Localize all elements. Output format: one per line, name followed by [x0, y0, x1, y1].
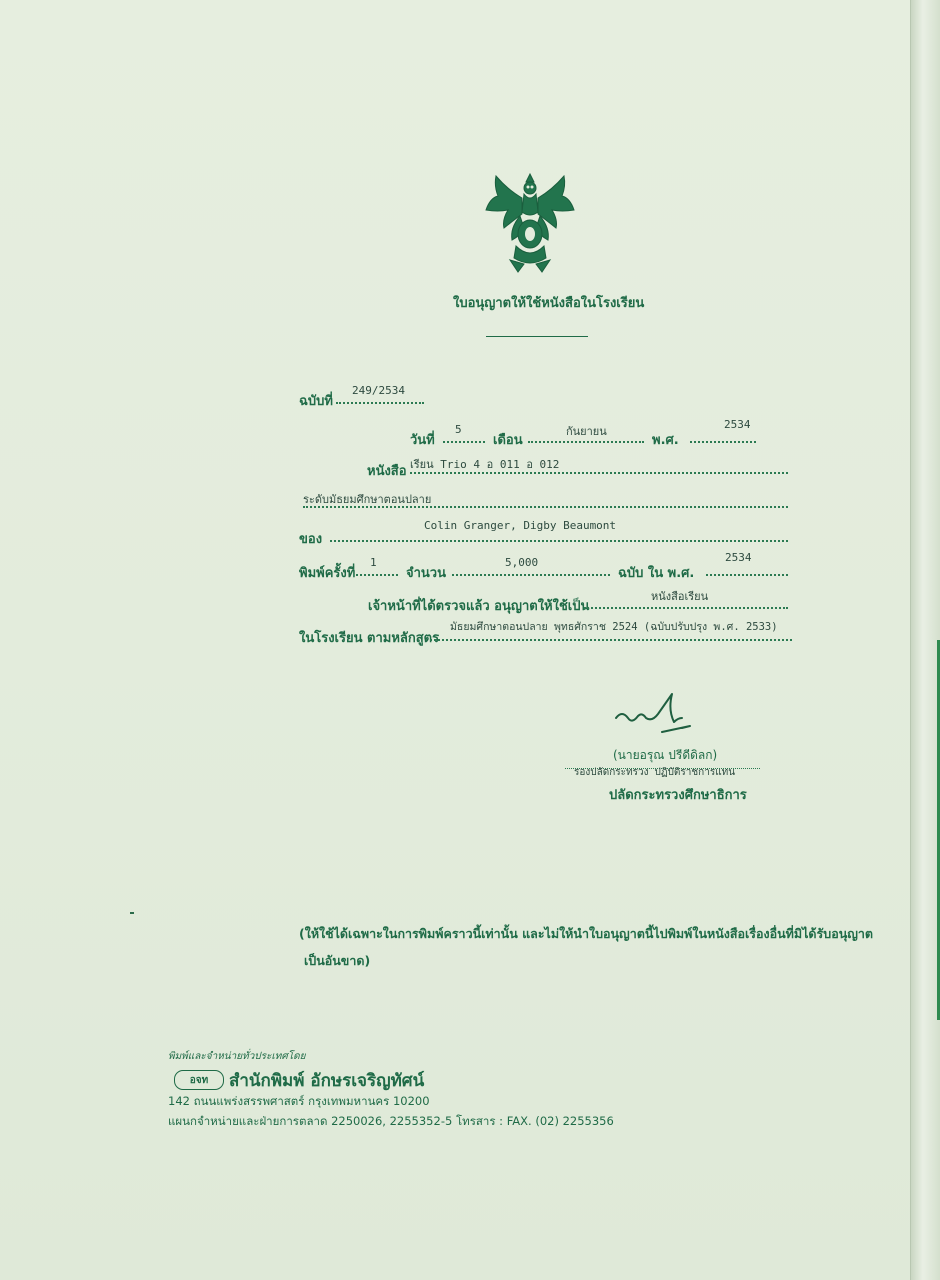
curriculum-value: มัธยมศึกษาตอนปลาย พุทธศักราช 2524 (ฉบับปรับปรุง พ.ศ. 2533)	[450, 621, 778, 633]
publisher-name: สำนักพิมพ์ อักษรเจริญทัศน์	[229, 1071, 425, 1091]
footnote-line-2: เป็นอันขาด)	[304, 953, 371, 968]
date-day-line	[443, 441, 485, 443]
ink-speck	[130, 912, 134, 914]
signer-acting: รองปลัดกระทรวง ปฏิบัติราชการแทน	[574, 767, 736, 778]
approval-label: เจ้าหน้าที่ได้ตรวจแล้ว อนุญาตให้ใช้เป็น	[368, 599, 590, 614]
quantity-line	[452, 574, 610, 576]
date-month-value: กันยายน	[566, 425, 607, 438]
signer-position: ปลัดกระทรวงศึกษาธิการ	[609, 788, 747, 803]
date-month-label: เดือน	[493, 433, 523, 448]
page-edge	[910, 0, 940, 1280]
book-label: หนังสือ	[367, 464, 407, 479]
publisher-intro: พิมพ์และจำหน่ายทั่วประเทศโดย	[168, 1051, 306, 1062]
aksorn-logo-icon	[174, 1070, 224, 1090]
copies-year-line	[706, 574, 788, 576]
number-line	[336, 402, 424, 404]
book-level-line	[303, 506, 788, 508]
date-year-label: พ.ศ.	[652, 433, 679, 448]
footnote-line-1: (ให้ใช้ได้เฉพาะในการพิมพ์คราวนี้เท่านั้น และไม่ให้นำใบอนุญาตนี้ไปพิมพ์ในหนังสือเรื่องอื่นที่มิได้รับอนุญาต	[299, 926, 874, 941]
copies-year-value: 2534	[725, 551, 752, 564]
date-year-value: 2534	[724, 418, 751, 431]
publisher-address: 142 ถนนแพร่งสรรพศาสตร์ กรุงเทพมหานคร 10200	[168, 1094, 430, 1108]
approval-line	[584, 607, 788, 609]
date-day-value: 5	[455, 423, 462, 436]
book-value: เรียน Trio 4 อ 011 อ 012	[410, 458, 560, 471]
quantity-value: 5,000	[505, 556, 539, 569]
date-day-label: วันที่	[410, 433, 435, 448]
quantity-label: จำนวน	[406, 566, 446, 581]
edition-label: พิมพ์ครั้งที่	[299, 566, 356, 581]
approval-value: หนังสือเรียน	[651, 590, 709, 603]
author-value: Colin Granger, Digby Beaumont	[424, 519, 617, 532]
author-line	[330, 540, 788, 542]
author-label: ของ	[299, 532, 323, 547]
garuda-emblem-icon	[480, 168, 580, 276]
curriculum-label: ในโรงเรียน ตามหลักสูตร	[299, 631, 440, 646]
date-year-line	[690, 441, 756, 443]
publisher-contact: แผนกจำหน่ายและฝ่ายการตลาด 2250026, 2255352-5 โทรสาร : FAX. (02) 2255356	[168, 1114, 614, 1128]
copies-label: ฉบับ ใน พ.ศ.	[618, 566, 695, 581]
title-underline	[486, 336, 588, 337]
signer-name: (นายอรุณ ปรีดีดิลก)	[613, 748, 718, 762]
edition-line	[356, 574, 398, 576]
handwritten-signature	[612, 688, 694, 738]
book-level-value: ระดับมัธยมศึกษาตอนปลาย	[303, 493, 432, 506]
curriculum-line	[430, 639, 792, 641]
number-label: ฉบับที่	[299, 394, 333, 409]
document-title: ใบอนุญาตให้ใช้หนังสือในโรงเรียน	[453, 296, 645, 311]
date-month-line	[528, 441, 644, 443]
number-value: 249/2534	[352, 384, 405, 397]
edition-value: 1	[370, 556, 377, 569]
publisher-logo-text: อจท	[189, 1074, 209, 1086]
